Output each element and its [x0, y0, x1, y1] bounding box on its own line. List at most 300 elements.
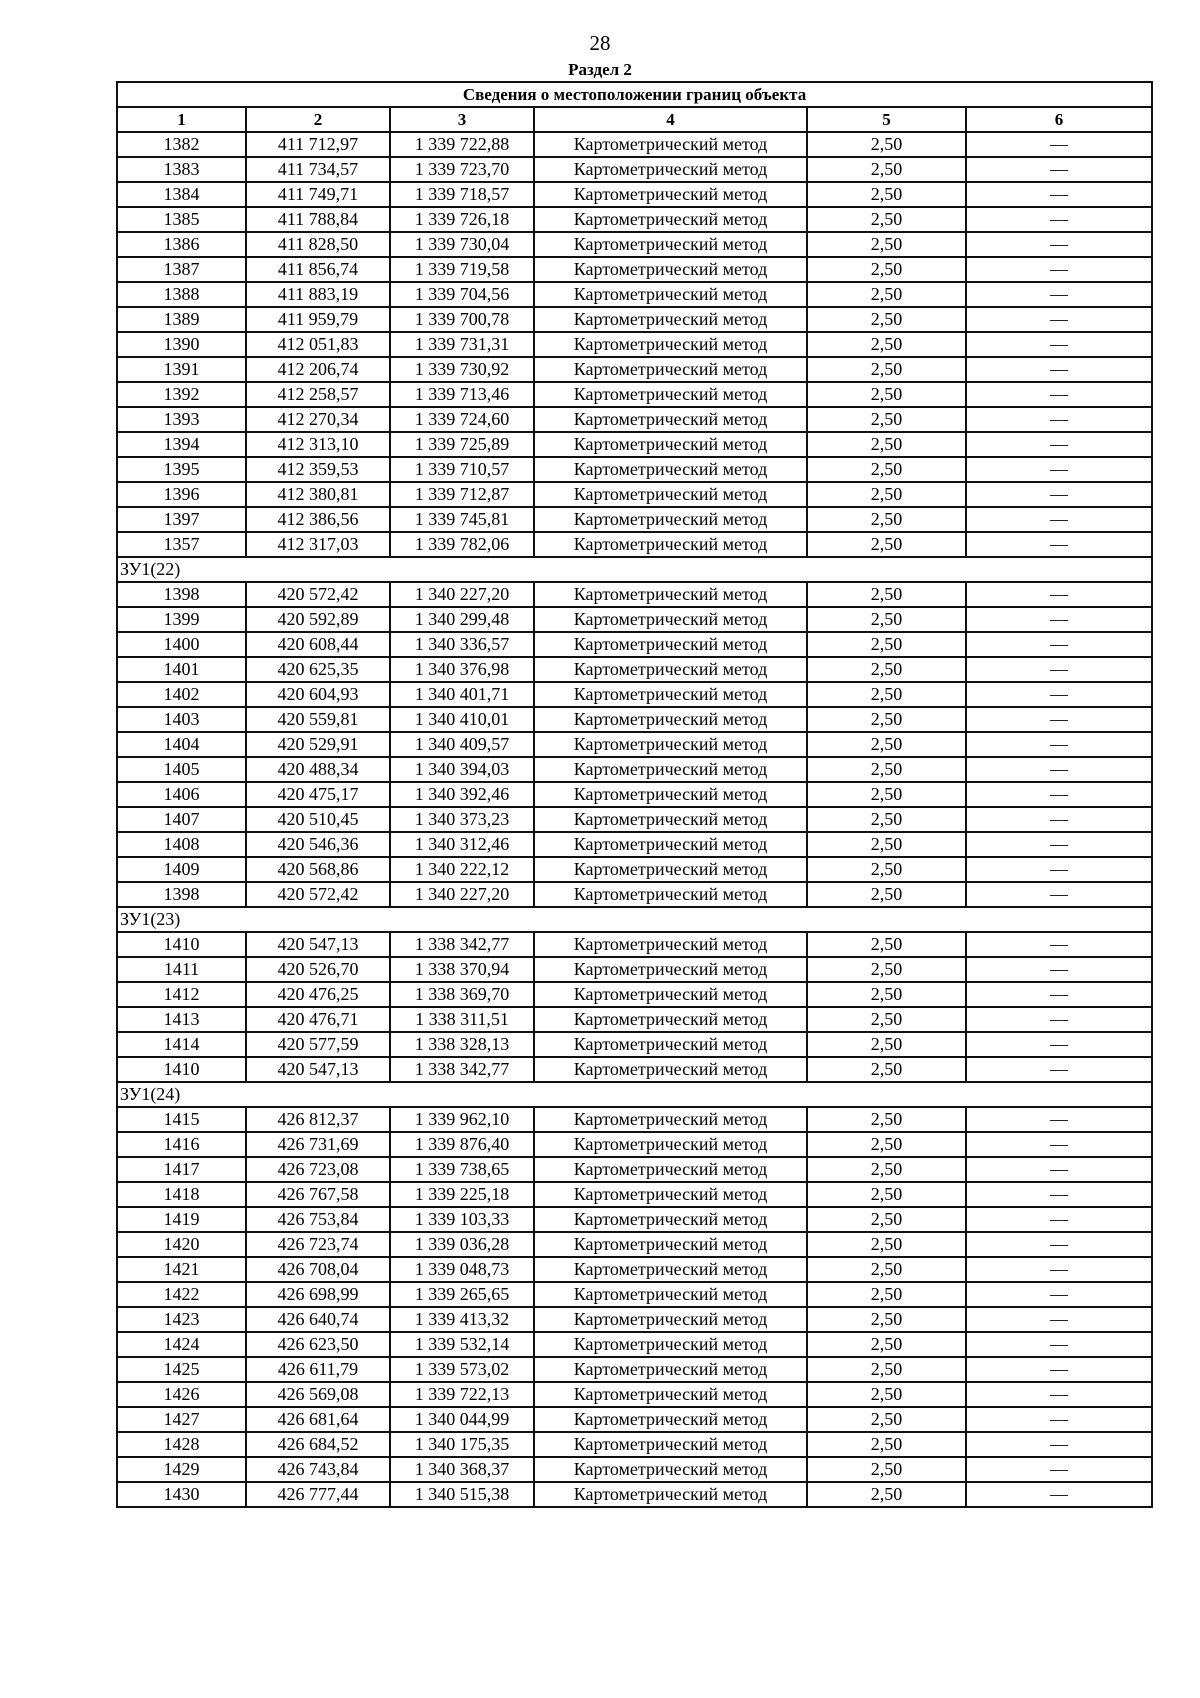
table-cell: 426 569,08: [246, 1382, 390, 1407]
table-cell: 2,50: [807, 332, 966, 357]
table-row: [117, 657, 1152, 682]
table-cell: 1 339 036,28: [390, 1232, 534, 1257]
table-cell: 1392: [117, 382, 246, 407]
table-cell: 2,50: [807, 757, 966, 782]
table-cell: 420 572,42: [246, 582, 390, 607]
table-cell: 1 339 731,31: [390, 332, 534, 357]
table-cell: 2,50: [807, 1107, 966, 1132]
column-header: 5: [807, 107, 966, 132]
table-cell: 420 568,86: [246, 857, 390, 882]
table-cell: 426 777,44: [246, 1482, 390, 1507]
table-cell: Картометрический метод: [534, 707, 807, 732]
table-row: [117, 1057, 1152, 1082]
table-cell: 2,50: [807, 1182, 966, 1207]
table-cell: 420 547,13: [246, 932, 390, 957]
table-cell: 1 339 726,18: [390, 207, 534, 232]
table-cell: 1386: [117, 232, 246, 257]
table-cell: —: [966, 1232, 1152, 1257]
group-label: ЗУ1(23): [117, 907, 1152, 932]
table-cell: —: [966, 357, 1152, 382]
table-cell: 1408: [117, 832, 246, 857]
table-row: [117, 432, 1152, 457]
table-cell: 420 547,13: [246, 1057, 390, 1082]
table-row: [117, 932, 1152, 957]
table-cell: 412 051,83: [246, 332, 390, 357]
table-cell: 1405: [117, 757, 246, 782]
table-cell: —: [966, 982, 1152, 1007]
table-cell: 420 577,59: [246, 1032, 390, 1057]
table-cell: 420 510,45: [246, 807, 390, 832]
table-cell: 412 386,56: [246, 507, 390, 532]
column-header: 4: [534, 107, 807, 132]
table-cell: 420 476,71: [246, 1007, 390, 1032]
table-cell: 411 828,50: [246, 232, 390, 257]
table-cell: 2,50: [807, 432, 966, 457]
table-cell: 1 339 722,88: [390, 132, 534, 157]
table-cell: 1 338 311,51: [390, 1007, 534, 1032]
table-cell: 1423: [117, 1307, 246, 1332]
table-cell: 2,50: [807, 1032, 966, 1057]
table-cell: 1 339 876,40: [390, 1132, 534, 1157]
table-cell: 426 723,74: [246, 1232, 390, 1257]
table-cell: 2,50: [807, 1482, 966, 1507]
page-number: 28: [589, 31, 611, 55]
table-cell: 2,50: [807, 832, 966, 857]
table-cell: 1421: [117, 1257, 246, 1282]
table-cell: 1 339 413,32: [390, 1307, 534, 1332]
table-cell: 1357: [117, 532, 246, 557]
table-cell: 1387: [117, 257, 246, 282]
table-cell: 1 339 573,02: [390, 1357, 534, 1382]
table-row: [117, 532, 1152, 557]
table-row: [117, 307, 1152, 332]
table-cell: Картометрический метод: [534, 607, 807, 632]
table-row: [117, 482, 1152, 507]
table-row: [117, 1357, 1152, 1382]
table-row: [117, 1032, 1152, 1057]
table-cell: Картометрический метод: [534, 1432, 807, 1457]
table-cell: —: [966, 1357, 1152, 1382]
table-cell: —: [966, 282, 1152, 307]
table-cell: 2,50: [807, 407, 966, 432]
table-cell: 411 749,71: [246, 182, 390, 207]
table-row: [117, 357, 1152, 382]
table-cell: Картометрический метод: [534, 1007, 807, 1032]
table-cell: 1410: [117, 932, 246, 957]
section-title: Раздел 2: [568, 60, 632, 79]
table-cell: 1410: [117, 1057, 246, 1082]
table-cell: 1 339 532,14: [390, 1332, 534, 1357]
table-row: [117, 757, 1152, 782]
table-cell: 1 340 401,71: [390, 682, 534, 707]
table-cell: 1 340 222,12: [390, 857, 534, 882]
table-row: [117, 382, 1152, 407]
table-cell: Картометрический метод: [534, 132, 807, 157]
table-cell: 412 206,74: [246, 357, 390, 382]
table-cell: 1399: [117, 607, 246, 632]
table-cell: —: [966, 307, 1152, 332]
table-cell: 1 340 368,37: [390, 1457, 534, 1482]
table-cell: 1388: [117, 282, 246, 307]
table-cell: 1 340 376,98: [390, 657, 534, 682]
table-cell: Картометрический метод: [534, 682, 807, 707]
table-title-row: [117, 82, 1152, 107]
table-cell: —: [966, 607, 1152, 632]
table-cell: 1 339 048,73: [390, 1257, 534, 1282]
table-cell: Картометрический метод: [534, 207, 807, 232]
table-row: [117, 857, 1152, 882]
table-cell: 426 681,64: [246, 1407, 390, 1432]
table-cell: Картометрический метод: [534, 932, 807, 957]
table-cell: 2,50: [807, 1307, 966, 1332]
table-cell: 1 338 369,70: [390, 982, 534, 1007]
table-cell: Картометрический метод: [534, 532, 807, 557]
table-cell: Картометрический метод: [534, 1032, 807, 1057]
table-cell: 1 339 745,81: [390, 507, 534, 532]
table-cell: 1 340 175,35: [390, 1432, 534, 1457]
table-cell: 1 339 722,13: [390, 1382, 534, 1407]
table-cell: —: [966, 882, 1152, 907]
table-cell: 1398: [117, 582, 246, 607]
table-cell: Картометрический метод: [534, 1157, 807, 1182]
table-cell: 1 340 227,20: [390, 882, 534, 907]
table-cell: 412 317,03: [246, 532, 390, 557]
table-row: [117, 1232, 1152, 1257]
table-cell: 1 338 342,77: [390, 1057, 534, 1082]
table-cell: 1 338 370,94: [390, 957, 534, 982]
table-cell: 426 723,08: [246, 1157, 390, 1182]
table-row: [117, 782, 1152, 807]
table-row: [117, 1307, 1152, 1332]
table-cell: 1 338 342,77: [390, 932, 534, 957]
table-cell: Картометрический метод: [534, 857, 807, 882]
table-cell: Картометрический метод: [534, 357, 807, 382]
table-cell: 2,50: [807, 882, 966, 907]
table-cell: —: [966, 1057, 1152, 1082]
table-cell: Картометрический метод: [534, 157, 807, 182]
table-cell: Картометрический метод: [534, 1457, 807, 1482]
table-cell: —: [966, 1282, 1152, 1307]
table-cell: —: [966, 1382, 1152, 1407]
table-cell: —: [966, 832, 1152, 857]
group-row: [117, 557, 1152, 582]
table-row: [117, 832, 1152, 857]
table-cell: 420 592,89: [246, 607, 390, 632]
table-cell: —: [966, 507, 1152, 532]
table-cell: 1424: [117, 1332, 246, 1357]
table-cell: 1406: [117, 782, 246, 807]
table-cell: 1404: [117, 732, 246, 757]
table-cell: Картометрический метод: [534, 1057, 807, 1082]
table-row: [117, 682, 1152, 707]
table-row: [117, 257, 1152, 282]
table-cell: 1 339 723,70: [390, 157, 534, 182]
table-cell: —: [966, 582, 1152, 607]
table-cell: —: [966, 157, 1152, 182]
table-row: [117, 1482, 1152, 1507]
table-row: [117, 407, 1152, 432]
table-cell: —: [966, 857, 1152, 882]
table-cell: 426 812,37: [246, 1107, 390, 1132]
table-cell: 420 625,35: [246, 657, 390, 682]
table-cell: Картометрический метод: [534, 507, 807, 532]
table-cell: 426 743,84: [246, 1457, 390, 1482]
table-cell: 1 339 103,33: [390, 1207, 534, 1232]
table-cell: 1 339 700,78: [390, 307, 534, 332]
table-cell: 2,50: [807, 1057, 966, 1082]
table-row: [117, 582, 1152, 607]
table-cell: Картометрический метод: [534, 757, 807, 782]
table-row: [117, 1182, 1152, 1207]
table-cell: 2,50: [807, 157, 966, 182]
table-cell: —: [966, 457, 1152, 482]
table-cell: —: [966, 782, 1152, 807]
table-cell: —: [966, 957, 1152, 982]
table-body: [117, 132, 1152, 1507]
table-cell: 426 753,84: [246, 1207, 390, 1232]
table-cell: Картометрический метод: [534, 232, 807, 257]
table-cell: Картометрический метод: [534, 1332, 807, 1357]
table-cell: 2,50: [807, 957, 966, 982]
table-cell: 1389: [117, 307, 246, 332]
table-row: [117, 457, 1152, 482]
table-cell: —: [966, 482, 1152, 507]
table-cell: 1 339 704,56: [390, 282, 534, 307]
table-cell: Картометрический метод: [534, 632, 807, 657]
table-cell: 1417: [117, 1157, 246, 1182]
table-cell: Картометрический метод: [534, 1232, 807, 1257]
table-cell: —: [966, 807, 1152, 832]
table-cell: 420 475,17: [246, 782, 390, 807]
table-cell: Картометрический метод: [534, 982, 807, 1007]
table-cell: 1413: [117, 1007, 246, 1032]
table-cell: 1 339 225,18: [390, 1182, 534, 1207]
table-cell: 1 339 730,04: [390, 232, 534, 257]
table-cell: 2,50: [807, 1357, 966, 1382]
table-cell: 411 959,79: [246, 307, 390, 332]
table-cell: Картометрический метод: [534, 1407, 807, 1432]
table-row: [117, 1432, 1152, 1457]
table-cell: Картометрический метод: [534, 1357, 807, 1382]
table-cell: 2,50: [807, 1132, 966, 1157]
table-cell: 1394: [117, 432, 246, 457]
table-cell: 1426: [117, 1382, 246, 1407]
table-row: [117, 1282, 1152, 1307]
table-cell: —: [966, 1157, 1152, 1182]
table-cell: 2,50: [807, 382, 966, 407]
table-cell: 1397: [117, 507, 246, 532]
table-cell: 1411: [117, 957, 246, 982]
table-cell: 1 339 710,57: [390, 457, 534, 482]
table-cell: —: [966, 1257, 1152, 1282]
table-cell: 412 359,53: [246, 457, 390, 482]
table-cell: 2,50: [807, 982, 966, 1007]
table-cell: 426 731,69: [246, 1132, 390, 1157]
column-header: 2: [246, 107, 390, 132]
table-cell: —: [966, 682, 1152, 707]
table-cell: Картометрический метод: [534, 657, 807, 682]
table-cell: 1 339 962,10: [390, 1107, 534, 1132]
table-cell: —: [966, 332, 1152, 357]
table-row: [117, 707, 1152, 732]
table-cell: 1393: [117, 407, 246, 432]
table-cell: 412 258,57: [246, 382, 390, 407]
table-cell: Картометрический метод: [534, 332, 807, 357]
table-cell: —: [966, 1482, 1152, 1507]
table-cell: 2,50: [807, 1407, 966, 1432]
table-cell: 1412: [117, 982, 246, 1007]
table-cell: Картометрический метод: [534, 957, 807, 982]
table-cell: —: [966, 1132, 1152, 1157]
table-cell: —: [966, 1307, 1152, 1332]
table-cell: —: [966, 1207, 1152, 1232]
table-cell: 2,50: [807, 1207, 966, 1232]
table-cell: 1396: [117, 482, 246, 507]
table-cell: 1398: [117, 882, 246, 907]
table-cell: 2,50: [807, 682, 966, 707]
table-cell: 1400: [117, 632, 246, 657]
table-cell: Картометрический метод: [534, 1132, 807, 1157]
table-cell: Картометрический метод: [534, 782, 807, 807]
table-cell: Картометрический метод: [534, 457, 807, 482]
table-cell: 1407: [117, 807, 246, 832]
table-cell: 1 339 730,92: [390, 357, 534, 382]
table-cell: 1425: [117, 1357, 246, 1382]
table-cell: Картометрический метод: [534, 432, 807, 457]
table-cell: 1415: [117, 1107, 246, 1132]
table-cell: Картометрический метод: [534, 307, 807, 332]
table-cell: 2,50: [807, 207, 966, 232]
table-cell: 2,50: [807, 1382, 966, 1407]
column-header: 6: [966, 107, 1152, 132]
table-cell: 2,50: [807, 1157, 966, 1182]
table-cell: —: [966, 432, 1152, 457]
table-title: Сведения о местоположении границ объекта: [117, 82, 1152, 107]
table-cell: —: [966, 1457, 1152, 1482]
table-row: [117, 1407, 1152, 1432]
table-cell: 2,50: [807, 507, 966, 532]
table-row: [117, 332, 1152, 357]
table-row: [117, 957, 1152, 982]
table-row: [117, 1257, 1152, 1282]
table-cell: 1 340 373,23: [390, 807, 534, 832]
table-cell: 2,50: [807, 1457, 966, 1482]
table-cell: —: [966, 207, 1152, 232]
table-row: [117, 282, 1152, 307]
table-cell: 1 339 725,89: [390, 432, 534, 457]
table-cell: —: [966, 1407, 1152, 1432]
table-cell: 420 572,42: [246, 882, 390, 907]
group-row: [117, 907, 1152, 932]
table-cell: 1 339 712,87: [390, 482, 534, 507]
table-row: [117, 732, 1152, 757]
table-cell: 1422: [117, 1282, 246, 1307]
table-cell: 2,50: [807, 632, 966, 657]
table-cell: 1395: [117, 457, 246, 482]
table-cell: 420 559,81: [246, 707, 390, 732]
table-cell: —: [966, 1107, 1152, 1132]
table-cell: 1420: [117, 1232, 246, 1257]
table-cell: 420 546,36: [246, 832, 390, 857]
table-cell: —: [966, 1007, 1152, 1032]
table-row: [117, 207, 1152, 232]
table-cell: 2,50: [807, 607, 966, 632]
table-cell: Картометрический метод: [534, 482, 807, 507]
table-cell: 426 698,99: [246, 1282, 390, 1307]
table-cell: 1428: [117, 1432, 246, 1457]
table-cell: 411 883,19: [246, 282, 390, 307]
table-cell: 1430: [117, 1482, 246, 1507]
table-cell: 2,50: [807, 1232, 966, 1257]
group-label: ЗУ1(22): [117, 557, 1152, 582]
table-cell: 2,50: [807, 857, 966, 882]
table-cell: 1390: [117, 332, 246, 357]
table-cell: 1414: [117, 1032, 246, 1057]
table-cell: 411 734,57: [246, 157, 390, 182]
table-cell: —: [966, 257, 1152, 282]
table-cell: —: [966, 1182, 1152, 1207]
table-cell: 426 611,79: [246, 1357, 390, 1382]
table-cell: Картометрический метод: [534, 382, 807, 407]
table-cell: 420 608,44: [246, 632, 390, 657]
table-cell: 1402: [117, 682, 246, 707]
table-cell: Картометрический метод: [534, 282, 807, 307]
table-cell: 1 340 515,38: [390, 1482, 534, 1507]
table-row: [117, 232, 1152, 257]
table-row: [117, 807, 1152, 832]
table-cell: 2,50: [807, 1282, 966, 1307]
table-cell: 1427: [117, 1407, 246, 1432]
table-cell: Картометрический метод: [534, 1482, 807, 1507]
table-cell: 2,50: [807, 132, 966, 157]
table-cell: 2,50: [807, 707, 966, 732]
table-cell: 1 340 044,99: [390, 1407, 534, 1432]
table-row: [117, 982, 1152, 1007]
table-cell: —: [966, 1032, 1152, 1057]
table-cell: Картометрический метод: [534, 882, 807, 907]
table-cell: 1385: [117, 207, 246, 232]
table-cell: 2,50: [807, 482, 966, 507]
table-cell: Картометрический метод: [534, 407, 807, 432]
table-cell: 1 339 724,60: [390, 407, 534, 432]
table-cell: 1 340 336,57: [390, 632, 534, 657]
table-cell: Картометрический метод: [534, 1207, 807, 1232]
table-cell: Картометрический метод: [534, 182, 807, 207]
table-cell: 420 526,70: [246, 957, 390, 982]
table-cell: Картометрический метод: [534, 732, 807, 757]
table-cell: 2,50: [807, 457, 966, 482]
table-cell: 1383: [117, 157, 246, 182]
table-cell: 1 340 410,01: [390, 707, 534, 732]
table-cell: 2,50: [807, 807, 966, 832]
coordinates-table: [116, 81, 1153, 1508]
table-cell: 2,50: [807, 182, 966, 207]
table-cell: Картометрический метод: [534, 1382, 807, 1407]
table-cell: 1419: [117, 1207, 246, 1232]
table-cell: 1391: [117, 357, 246, 382]
table-cell: 426 623,50: [246, 1332, 390, 1357]
table-row: [117, 1007, 1152, 1032]
table-cell: 1 340 409,57: [390, 732, 534, 757]
table-row: [117, 507, 1152, 532]
table-cell: 2,50: [807, 307, 966, 332]
column-header-row: [117, 107, 1152, 132]
table-row: [117, 1157, 1152, 1182]
table-cell: 1416: [117, 1132, 246, 1157]
table-row: [117, 607, 1152, 632]
group-row: [117, 1082, 1152, 1107]
table-row: [117, 1132, 1152, 1157]
